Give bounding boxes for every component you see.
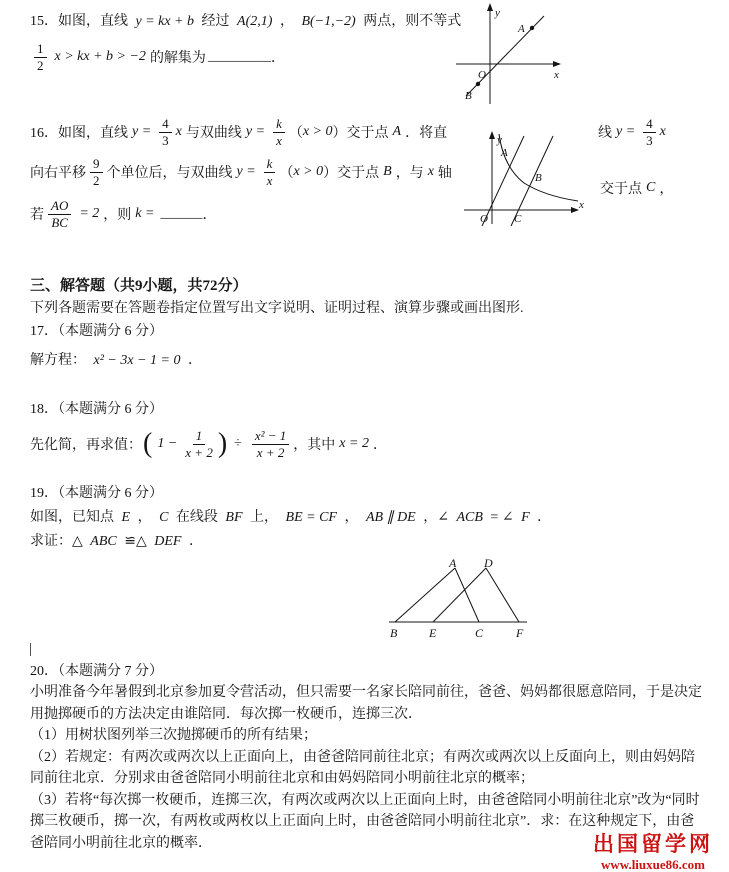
fraction-denominator: 2	[93, 172, 100, 188]
y-axis-label: y	[495, 7, 500, 19]
watermark-site-name: 出国留学网	[593, 832, 713, 856]
text-run: 两点，则不等式	[363, 14, 462, 29]
text-run: ≌△	[124, 534, 147, 549]
fraction-denominator: 2	[37, 57, 44, 73]
answer-blank: ______	[160, 206, 203, 221]
text-run: 若	[30, 208, 44, 223]
vertex-a-label: A	[449, 558, 457, 570]
text-run: （	[279, 166, 294, 181]
math-run: x	[427, 164, 434, 179]
fraction-denominator: x	[266, 172, 273, 188]
fraction-numerator: k	[264, 157, 276, 173]
text-run: ．	[187, 353, 202, 368]
divide-operator: ÷	[234, 436, 242, 451]
watermark-url: www.liuxue86.com	[601, 857, 705, 872]
text-run: 如图，已知点	[30, 510, 114, 525]
fraction-four-thirds	[159, 117, 172, 147]
text-run: 15．如图，直线	[30, 14, 128, 29]
vertex-e-label: E	[429, 626, 437, 640]
text-run: ．	[202, 208, 217, 223]
text-run: 上，	[250, 510, 279, 525]
fraction-x2-minus-1-over-x-plus-2	[252, 429, 289, 459]
y-axis-arrow-icon	[487, 3, 493, 11]
segment-df	[486, 568, 519, 622]
answer-blank: _________	[207, 49, 271, 64]
q18-title: 18．（本题满分 6 分）	[30, 402, 163, 417]
text-run: 向右平移	[30, 166, 86, 181]
q16-line2-right	[600, 178, 673, 198]
watermark	[583, 831, 723, 872]
q16-coordinate-graph	[458, 128, 586, 228]
math-run: y =	[132, 124, 152, 139]
point-b-dot	[476, 82, 480, 86]
segment-ac	[455, 568, 479, 622]
q16-line3	[30, 194, 216, 234]
q20-body	[30, 682, 702, 854]
math-run: DEF	[154, 534, 182, 549]
math-run: AB ∥ DE	[365, 510, 416, 525]
text-run: 16．如图，直线	[30, 126, 128, 141]
q15-line2	[30, 38, 285, 76]
fraction-numerator: 4	[159, 117, 172, 133]
math-run: x > 0	[302, 124, 333, 139]
origin-label: O	[480, 213, 488, 225]
fraction-denominator: x	[276, 132, 282, 148]
math-run: C	[646, 180, 656, 195]
text-run: 与双曲线	[185, 126, 242, 141]
text-run: ，其中	[293, 438, 336, 453]
point-a-label: A	[518, 23, 525, 35]
segment-ed	[433, 568, 486, 622]
fraction-denominator: 3	[646, 132, 653, 148]
y-axis-label: y	[497, 134, 502, 146]
section-header: 三、解答题（共9小题，共72分）	[30, 278, 248, 294]
q19-triangle-figure	[385, 558, 535, 646]
q19-title: 19．（本题满分 6 分）	[30, 486, 163, 501]
math-run: BE = CF	[285, 510, 337, 525]
text-run: 个单位后，与双曲线	[106, 166, 233, 181]
y-axis-arrow-icon	[489, 131, 495, 139]
fraction-k-over-x	[264, 157, 276, 187]
point-c-label: C	[514, 213, 522, 225]
text-run: 求证：△	[30, 534, 83, 549]
text-run: 先化简，再求值：	[30, 438, 142, 453]
math-run: ACB	[456, 510, 483, 525]
math-run: x² − 3x − 1 = 0	[93, 353, 181, 368]
q16-line1-right	[598, 112, 670, 152]
fraction-numerator: AO	[48, 199, 71, 215]
text-run: ）交于点	[323, 166, 380, 181]
text-run: （	[288, 126, 303, 141]
text-run: 的解集为	[149, 51, 206, 66]
fraction-four-thirds	[643, 117, 656, 147]
text-run: ．	[270, 51, 285, 66]
text-run: 解方程：	[30, 353, 86, 368]
math-run: 1 −	[157, 436, 178, 451]
fraction-k-over-x	[273, 117, 285, 147]
math-run: y = kx + b	[135, 14, 195, 29]
q18-body	[30, 420, 387, 468]
vertex-c-label: C	[475, 626, 484, 640]
fraction-ao-over-bc	[48, 199, 71, 229]
fraction-denominator: 3	[162, 132, 169, 148]
fraction-one-over-x-plus-2	[185, 429, 213, 459]
x-axis-label: x	[579, 199, 584, 211]
x-axis-label: x	[554, 69, 559, 81]
q19-line1	[30, 506, 551, 526]
math-run: E	[121, 510, 131, 525]
q20-paragraph: 小明准备今年暑假到北京参加夏令营活动，但只需要一名家长陪同前往，爸爸、妈妈都很愿意陪同，于是决定用抛掷硬币的方法决定由谁陪同．每次掷一枚硬币，连掷三次．	[30, 685, 702, 722]
math-run: A(2,1)	[237, 14, 273, 29]
q20-item-2: （2）若规定：有两次或两次以上正面向上，由爸爸陪同前往北京；有两次或两次以上反面向上，则由妈妈陪同前往北京．分别求由爸爸陪同小明前往北京和由妈妈陪同小明前往北京的概率；	[30, 749, 695, 786]
q19-line2	[30, 530, 203, 550]
text-run: 线	[598, 126, 612, 141]
fraction-denominator: x + 2	[185, 444, 213, 460]
math-run: ABC	[90, 534, 117, 549]
right-paren: )	[217, 428, 228, 459]
math-run: y =	[245, 124, 266, 139]
fraction-numerator: 4	[643, 117, 656, 133]
fraction-one-half	[34, 42, 47, 72]
section-note: 下列各题需要在答题卷指定位置写出文字说明、证明过程、演算步骤或画出图形.	[30, 301, 524, 316]
q17-body	[30, 349, 202, 369]
math-run: C	[159, 510, 169, 525]
math-run: x	[659, 124, 666, 139]
segment-ba	[395, 568, 455, 622]
fraction-numerator: 1	[34, 42, 47, 58]
math-run: = 2	[79, 206, 100, 221]
left-paren: (	[143, 428, 153, 459]
fraction-nine-halves	[90, 157, 103, 187]
math-run: y =	[616, 124, 636, 139]
text-run: 在线段	[175, 510, 218, 525]
q15-line1	[30, 10, 461, 30]
math-run: A	[392, 124, 402, 139]
vertex-d-label: D	[484, 558, 493, 570]
fraction-numerator: k	[273, 117, 285, 133]
math-run: x = 2	[339, 436, 369, 451]
point-b-label: B	[535, 172, 542, 184]
q15-coordinate-graph	[452, 2, 564, 110]
text-run: ，	[344, 510, 359, 525]
math-run: B	[383, 164, 392, 179]
text-run: 交于点	[600, 182, 642, 197]
q20-title: 20．（本题满分 7 分）	[30, 664, 163, 679]
text-run: ．	[188, 534, 203, 549]
origin-label: O	[478, 69, 486, 81]
q16-line1	[30, 112, 447, 152]
math-run: y =	[236, 164, 256, 179]
text-run: ．	[372, 438, 387, 453]
text-run: ，∠	[423, 510, 449, 525]
math-run: k =	[135, 206, 155, 221]
text-run: ，则	[103, 208, 132, 223]
text-run: = ∠	[490, 510, 514, 525]
vertex-b-label: B	[390, 626, 398, 640]
math-run: x > kx + b > −2	[54, 49, 146, 64]
math-run: B(−1,−2)	[301, 14, 356, 29]
math-run: x > 0	[293, 164, 324, 179]
text-run: ，	[137, 510, 152, 525]
fraction-numerator: 9	[90, 157, 103, 173]
point-b-label: B	[465, 90, 472, 102]
point-a-dot	[530, 26, 534, 30]
fraction-numerator: x² − 1	[252, 429, 289, 445]
q20-item-1: （1）用树状图列举三次抛掷硬币的所有结果；	[30, 728, 317, 743]
x-axis-arrow-icon	[571, 207, 579, 213]
x-axis-arrow-icon	[553, 61, 561, 67]
fraction-numerator: 1	[193, 429, 206, 445]
text-run: ，	[659, 182, 674, 197]
q16-line2	[30, 152, 452, 192]
math-run: x	[175, 124, 182, 139]
text-cursor: |	[29, 641, 33, 657]
math-run: BF	[225, 510, 243, 525]
fraction-denominator: BC	[51, 214, 68, 230]
text-run: ．	[537, 510, 552, 525]
math-run: F	[521, 510, 530, 525]
text-run: ，	[279, 14, 294, 29]
text-run: ，与	[395, 166, 424, 181]
text-run: 轴	[437, 166, 452, 181]
fraction-denominator: x + 2	[256, 444, 285, 460]
point-a-label: A	[501, 147, 508, 159]
text-run: ．将直	[405, 126, 448, 141]
q20-item-3: （3）若将“每次掷一枚硬币，连掷三次，有两次或两次以上正面向上时，由爸爸陪同小明前往北京”改为“同时掷三枚硬币，掷一次，有两枚或两枚以上正面向上时，由爸爸陪同小明前往北京”．求：在这种规定下，由爸爸陪同小明前往北京的概率．	[30, 792, 700, 851]
text-run: 经过	[201, 14, 230, 29]
q17-title: 17．（本题满分 6 分）	[30, 324, 163, 339]
vertex-f-label: F	[516, 626, 524, 640]
text-run: ）交于点	[332, 126, 389, 141]
